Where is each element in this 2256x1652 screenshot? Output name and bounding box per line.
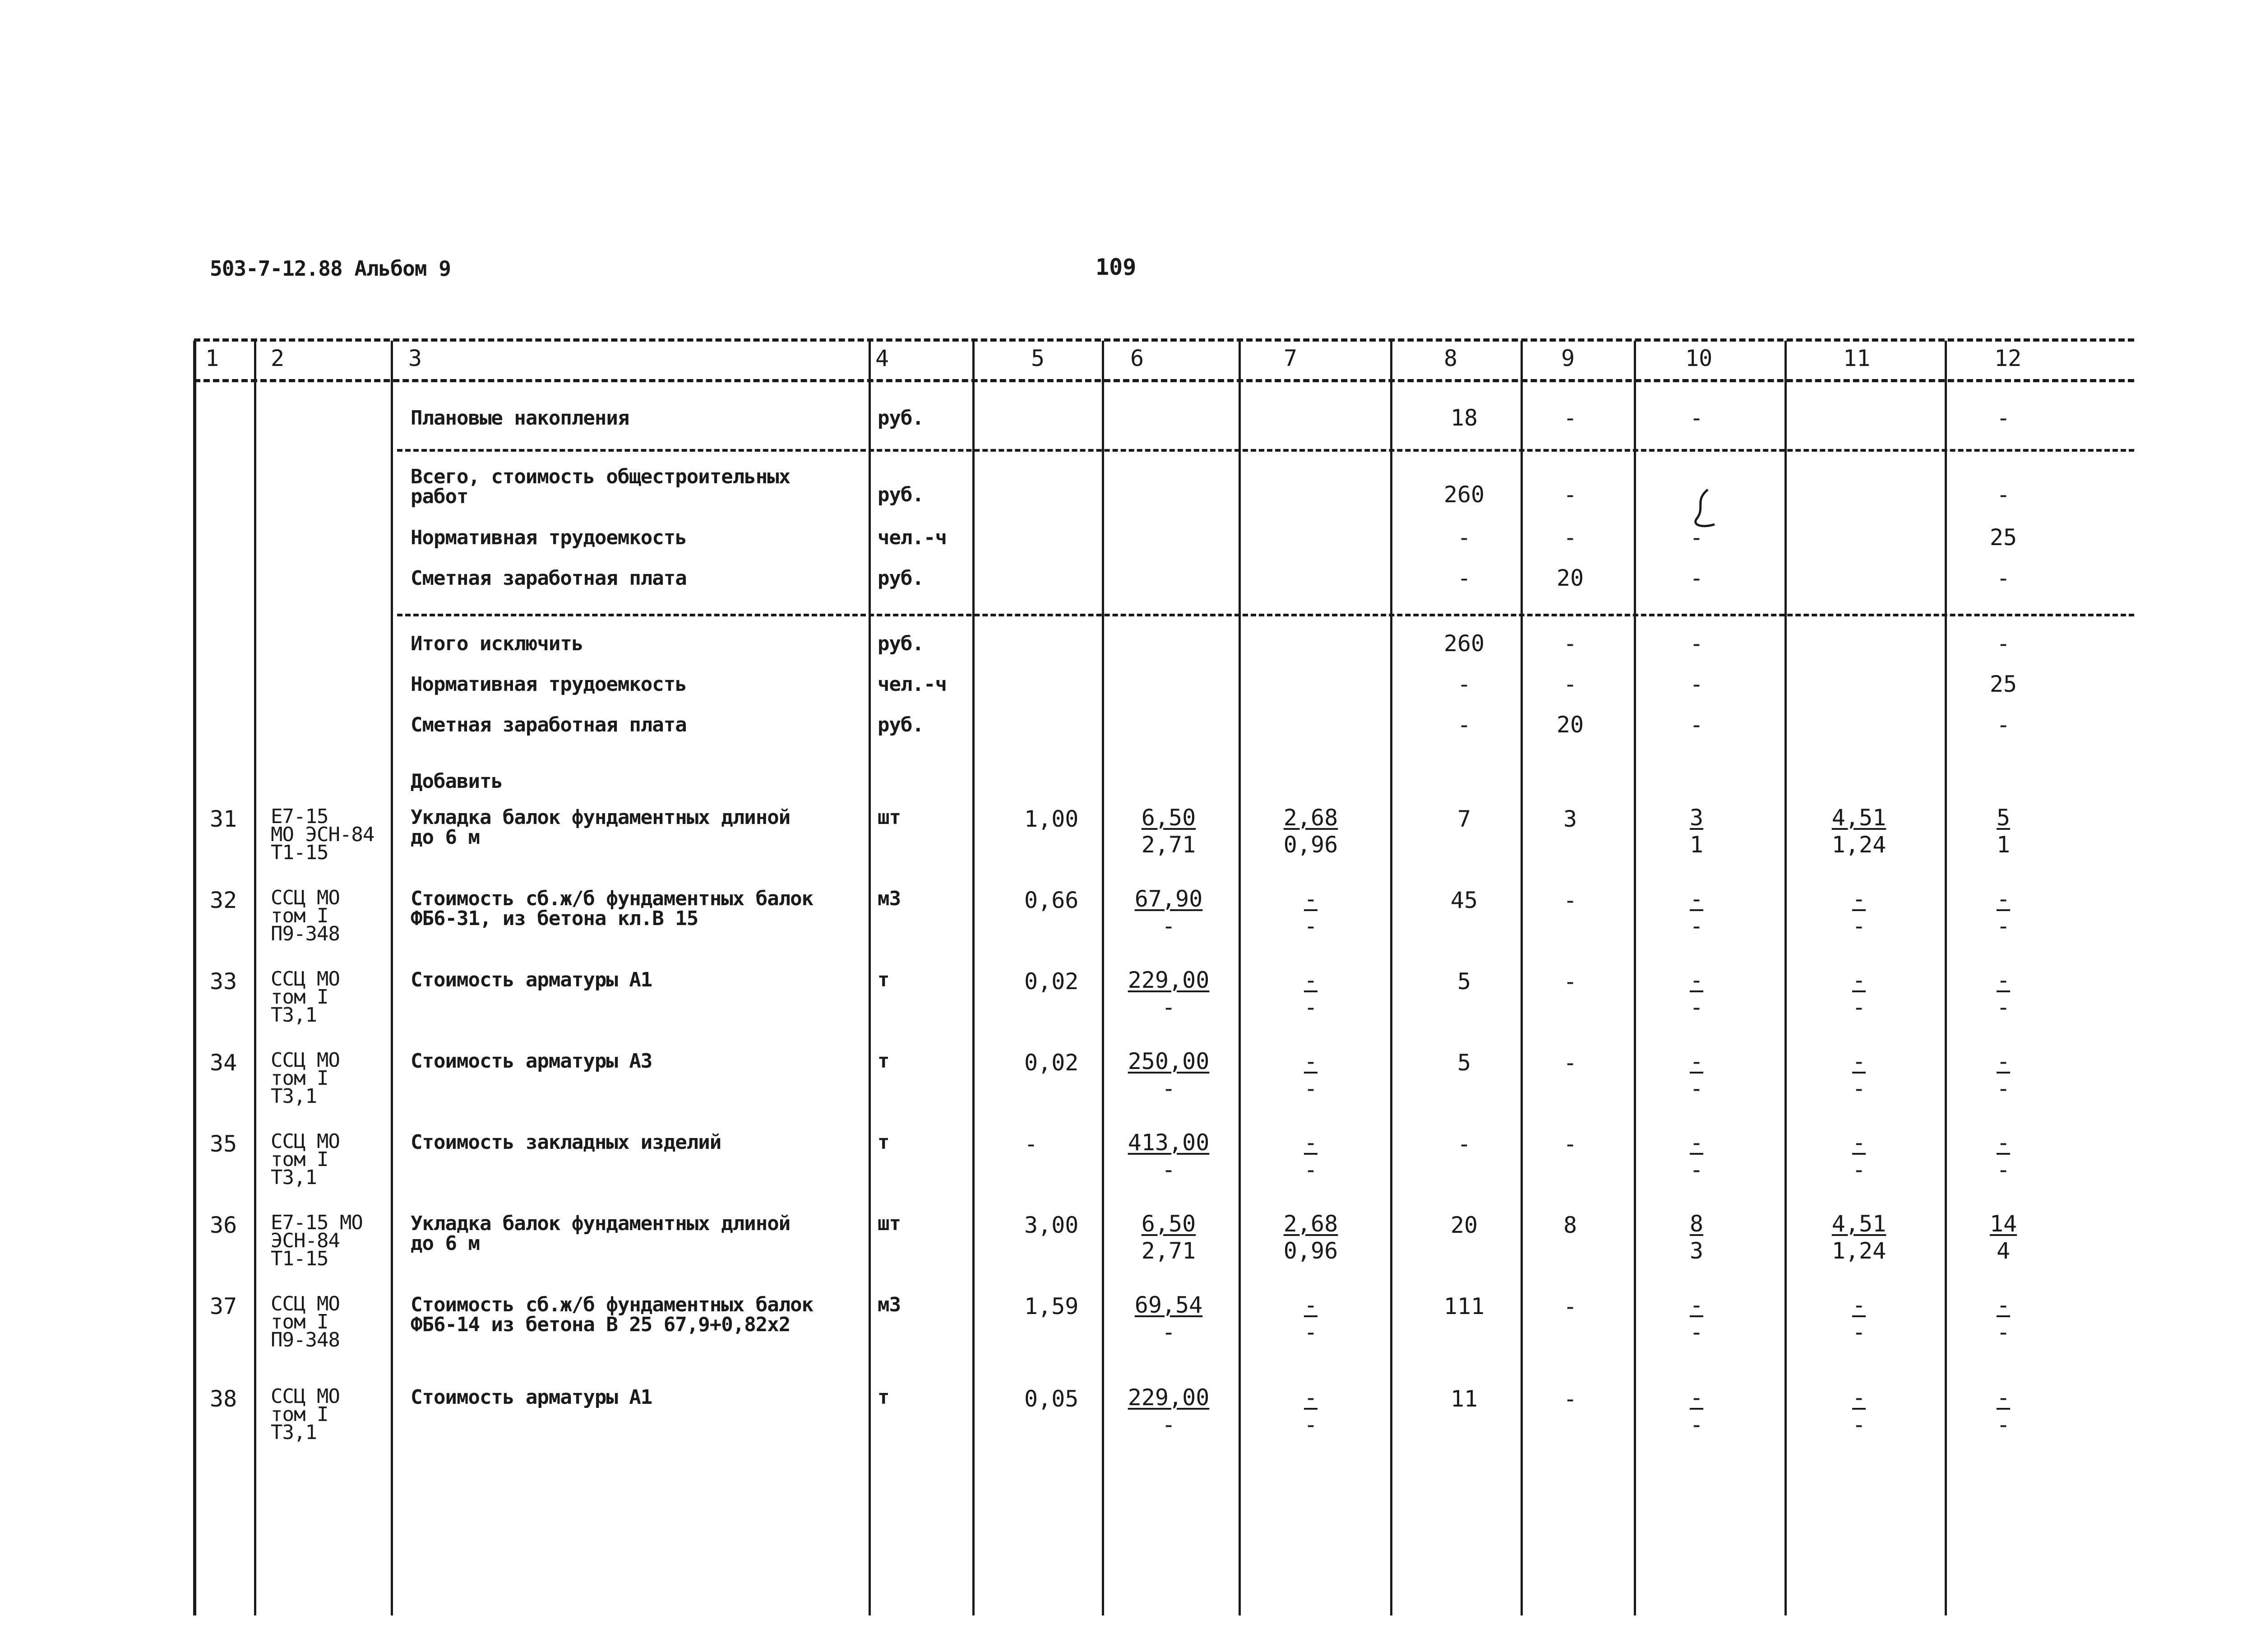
fraction-c10 — [1690, 804, 1703, 858]
fraction-bottom: - — [1161, 1075, 1176, 1101]
column-header: 4 — [875, 345, 889, 371]
fraction-bottom: 0,96 — [1283, 832, 1338, 858]
row-number: 33 — [210, 968, 237, 995]
fraction-top: - — [1304, 1048, 1318, 1074]
norm-code — [271, 1211, 363, 1270]
fraction-top: 229,00 — [1128, 967, 1210, 993]
col9-value: 8 — [1563, 1212, 1577, 1238]
fraction-bottom: - — [1161, 994, 1176, 1020]
norm-code — [271, 805, 374, 864]
summary-row-col12: 25 — [1989, 524, 2017, 551]
col9-value: - — [1563, 1050, 1577, 1076]
fraction-top: 2,68 — [1283, 805, 1338, 831]
fraction-bottom: 1,24 — [1831, 1238, 1886, 1264]
work-description-line: ФБ6-14 из бетона В 25 67,9+0,82х2 — [411, 1313, 791, 1336]
column-header: 3 — [408, 345, 422, 371]
summary-row-name: Всего, стоимость общестроительных работ — [411, 465, 791, 508]
table-border-left — [193, 341, 196, 1615]
unit: шт — [878, 1212, 901, 1235]
quantity: 0,66 — [1024, 887, 1079, 913]
fraction-bottom: 1 — [1689, 832, 1704, 858]
row-number: 36 — [210, 1212, 237, 1238]
col8-value: - — [1457, 1131, 1471, 1157]
fraction-top: - — [1996, 967, 2011, 993]
summary-row-unit: руб. — [878, 713, 924, 736]
summary-row-col9: - — [1563, 630, 1577, 657]
column-divider — [254, 341, 256, 1615]
summary-row-col9: 20 — [1556, 565, 1584, 591]
norm-code-line: том I — [271, 1067, 328, 1090]
fraction-bottom: - — [1852, 1075, 1866, 1101]
unit: т — [878, 1131, 889, 1154]
fraction-c11 — [1852, 1384, 1866, 1438]
fraction-top: - — [1852, 967, 1866, 993]
quantity: 0,05 — [1024, 1386, 1079, 1412]
column-divider — [972, 341, 975, 1615]
work-description-line: до 6 м — [411, 826, 480, 849]
summary-row-col8: 260 — [1443, 481, 1485, 508]
fraction-top: 413,00 — [1128, 1129, 1210, 1156]
fraction-bottom: - — [1161, 913, 1176, 939]
fraction-bottom: - — [1689, 1411, 1704, 1438]
fraction-bottom: - — [1304, 1411, 1318, 1438]
fraction-top: 2,68 — [1283, 1211, 1338, 1237]
norm-code-line: том I — [271, 1403, 328, 1426]
summary-row-col8: 18 — [1450, 405, 1478, 431]
column-header: 11 — [1843, 345, 1871, 371]
header-top-rule — [194, 338, 2134, 342]
fraction-bottom: - — [1304, 1157, 1318, 1183]
fraction-top: 6,50 — [1141, 1211, 1196, 1237]
column-header: 6 — [1130, 345, 1144, 371]
work-description — [411, 889, 813, 929]
norm-code-line: том I — [271, 1310, 328, 1333]
quantity: 1,00 — [1024, 806, 1079, 832]
summary-row-col10: - — [1689, 630, 1704, 657]
fraction-c11 — [1832, 1210, 1886, 1264]
fraction-c12 — [1997, 1129, 2010, 1183]
summary-row-col9: - — [1563, 405, 1577, 431]
col9-value: - — [1563, 1131, 1577, 1157]
column-header: 1 — [205, 345, 219, 371]
fraction-c7 — [1304, 1291, 1318, 1346]
col8-value: 11 — [1450, 1386, 1478, 1412]
fraction-bottom: - — [1689, 913, 1704, 939]
norm-code — [271, 1051, 340, 1106]
col9-value: - — [1563, 1293, 1577, 1319]
fraction-bottom: - — [1161, 1157, 1176, 1183]
fraction-bottom: - — [1304, 994, 1318, 1020]
summary-row-col10: - — [1689, 524, 1704, 551]
fraction-top: - — [1852, 886, 1866, 912]
unit: м3 — [878, 1293, 901, 1316]
summary-row-name: Итого исключить — [411, 632, 583, 655]
unit: т — [878, 968, 889, 991]
column-divider — [1784, 341, 1787, 1615]
col9-value: 3 — [1563, 806, 1577, 832]
summary-row-col12: - — [1996, 565, 2011, 591]
fraction-c7 — [1284, 1210, 1338, 1264]
fraction-bottom: - — [1689, 994, 1704, 1020]
norm-code-line: ССЦ МО — [271, 1130, 340, 1153]
summary-row-unit: руб. — [878, 632, 924, 655]
row-number: 32 — [210, 887, 237, 913]
work-description — [411, 1388, 652, 1407]
fraction-bottom: - — [1852, 1157, 1866, 1183]
unit: т — [878, 1050, 889, 1073]
fraction-bottom: - — [1304, 913, 1318, 939]
fraction-c10 — [1690, 885, 1703, 939]
quantity: - — [1024, 1131, 1038, 1157]
fraction-bottom: - — [1996, 1411, 2011, 1438]
fraction-bottom: - — [1996, 994, 2011, 1020]
norm-code — [271, 1292, 340, 1351]
col8-value: 5 — [1457, 1050, 1471, 1076]
column-header: 8 — [1444, 345, 1458, 371]
fraction-c10 — [1690, 1384, 1703, 1438]
fraction-c10 — [1690, 1129, 1703, 1183]
fraction-bottom: - — [1689, 1157, 1704, 1183]
row-number: 31 — [210, 806, 237, 832]
summary-row-name: Нормативная трудоемкость — [411, 673, 687, 696]
fraction-c10 — [1690, 967, 1703, 1021]
fraction-c11 — [1832, 804, 1886, 858]
summary-row-col8: - — [1457, 524, 1471, 551]
fraction-top: - — [1689, 1384, 1704, 1411]
fraction-c12 — [1997, 885, 2010, 939]
norm-code-line: Е7-15 — [271, 805, 328, 828]
fraction-top: 4,51 — [1831, 805, 1886, 831]
summary-row-unit: руб. — [878, 483, 924, 506]
work-description-line: Стоимость арматуры А3 — [411, 1050, 652, 1073]
fraction-c6 — [1128, 1384, 1210, 1438]
column-header: 7 — [1284, 345, 1298, 371]
unit: т — [878, 1386, 889, 1409]
summary-row-col10: - — [1689, 565, 1704, 591]
summary-row-col12: - — [1996, 405, 2011, 431]
summary-row-col9: - — [1563, 671, 1577, 697]
norm-code-line: Т3,1 — [271, 1004, 317, 1027]
fraction-bottom: - — [1161, 1411, 1176, 1438]
fraction-c11 — [1852, 885, 1866, 939]
fraction-c6 — [1135, 1291, 1203, 1346]
norm-code-line: МО ЭСН-84 — [271, 823, 374, 846]
summary-row-col8: - — [1457, 671, 1471, 697]
summary-row-col9: - — [1563, 481, 1577, 508]
work-description — [411, 1133, 721, 1152]
work-description-line: Стоимость закладных изделий — [411, 1131, 721, 1154]
col8-value: 7 — [1457, 806, 1471, 832]
work-description-line: Стоимость сб.ж/б фундаментных балок — [411, 887, 814, 910]
column-header: 10 — [1685, 345, 1713, 371]
fraction-bottom: - — [1304, 1319, 1318, 1345]
column-divider — [1521, 341, 1523, 1615]
summary-row-col10: - — [1689, 671, 1704, 697]
column-divider — [1239, 341, 1241, 1615]
fraction-c12 — [1997, 1291, 2010, 1346]
norm-code-line: ССЦ МО — [271, 1292, 340, 1315]
fraction-c7 — [1304, 967, 1318, 1021]
norm-code-line: П9-348 — [271, 1328, 340, 1351]
fraction-c12 — [1997, 1048, 2010, 1102]
fraction-top: - — [1996, 1048, 2011, 1074]
fraction-bottom: 3 — [1689, 1238, 1704, 1264]
fraction-top: - — [1996, 886, 2011, 912]
fraction-c6 — [1142, 804, 1196, 858]
col8-value: 111 — [1443, 1293, 1485, 1319]
work-description — [411, 970, 652, 990]
fraction-top: - — [1689, 1129, 1704, 1156]
fraction-top: 5 — [1996, 805, 2011, 831]
summary-row-col8: 260 — [1443, 630, 1485, 657]
fraction-top: 67,90 — [1134, 886, 1203, 912]
column-divider — [1945, 341, 1947, 1615]
column-header: 9 — [1561, 345, 1575, 371]
fraction-bottom: - — [1852, 913, 1866, 939]
fraction-top: 3 — [1689, 805, 1704, 831]
column-divider — [391, 341, 393, 1615]
fraction-bottom: - — [1996, 1157, 2011, 1183]
handwritten-mark — [1690, 487, 1717, 537]
unit: м3 — [878, 887, 901, 910]
column-divider — [1390, 341, 1392, 1615]
summary-row-unit: чел.-ч — [878, 673, 947, 696]
summary-row-name: Плановые накопления — [411, 407, 629, 430]
page-number: 109 — [1096, 254, 1137, 280]
column-header: 2 — [271, 345, 285, 371]
fraction-bottom: - — [1689, 1075, 1704, 1101]
fraction-top: 69,54 — [1134, 1292, 1203, 1318]
norm-code — [271, 1385, 340, 1444]
work-description-line: до 6 м — [411, 1232, 480, 1255]
fraction-bottom: 2,71 — [1141, 832, 1196, 858]
fraction-bottom: 0,96 — [1283, 1238, 1338, 1264]
fraction-top: - — [1304, 967, 1318, 993]
fraction-top: 4,51 — [1831, 1211, 1886, 1237]
norm-code-line: Т3,1 — [271, 1421, 317, 1444]
fraction-top: - — [1996, 1384, 2011, 1411]
fraction-c10 — [1690, 1210, 1703, 1264]
norm-code-line: том I — [271, 986, 328, 1009]
fraction-c12 — [1997, 1384, 2010, 1438]
fraction-top: - — [1689, 1292, 1704, 1318]
summary-row-col12: 25 — [1989, 671, 2017, 697]
fraction-c12 — [1997, 804, 2010, 858]
fraction-top: - — [1852, 1048, 1866, 1074]
fraction-top: 250,00 — [1128, 1048, 1210, 1074]
norm-code-line: ССЦ МО — [271, 967, 340, 990]
work-description — [411, 1051, 652, 1071]
fraction-c11 — [1852, 1048, 1866, 1102]
fraction-c11 — [1852, 1291, 1866, 1346]
summary-row-col10: - — [1689, 405, 1704, 431]
summary-row-col8: - — [1457, 565, 1471, 591]
fraction-bottom: - — [1852, 994, 1866, 1020]
summary-row-unit: руб. — [878, 567, 924, 590]
fraction-bottom: - — [1996, 1319, 2011, 1345]
norm-code-line: П9-348 — [271, 922, 340, 945]
norm-code — [271, 886, 340, 945]
norm-code-line: Т1-15 — [271, 1247, 328, 1270]
fraction-bottom: - — [1304, 1075, 1318, 1101]
norm-code-line: Т1-15 — [271, 841, 328, 864]
fraction-c7 — [1304, 1129, 1318, 1183]
work-description-line: Стоимость сб.ж/б фундаментных балок — [411, 1293, 814, 1316]
fraction-bottom: - — [1852, 1411, 1866, 1438]
column-header: 12 — [1994, 345, 2022, 371]
work-description-line: Стоимость арматуры А1 — [411, 1386, 652, 1409]
row-number: 35 — [210, 1131, 237, 1157]
fraction-c10 — [1690, 1048, 1703, 1102]
fraction-top: - — [1304, 1292, 1318, 1318]
fraction-top: 6,50 — [1141, 805, 1196, 831]
fraction-bottom: - — [1852, 1319, 1866, 1345]
fraction-bottom: - — [1689, 1319, 1704, 1345]
norm-code-line: том I — [271, 1148, 328, 1171]
work-description-line: Стоимость арматуры А1 — [411, 968, 652, 991]
col9-value: - — [1563, 1386, 1577, 1412]
summary-row-col9: - — [1563, 524, 1577, 551]
norm-code — [271, 967, 340, 1027]
work-description — [411, 808, 790, 847]
quantity: 1,59 — [1024, 1293, 1079, 1319]
summary-row-unit: руб. — [878, 407, 924, 430]
document-code: 503-7-12.88 Альбом 9 — [210, 256, 451, 281]
fraction-top: - — [1689, 967, 1704, 993]
norm-code-line: Т3,1 — [271, 1085, 317, 1108]
fraction-top: - — [1996, 1292, 2011, 1318]
fraction-c12 — [1990, 1210, 2017, 1264]
fraction-top: - — [1689, 1048, 1704, 1074]
fraction-bottom: - — [1996, 1075, 2011, 1101]
fraction-top: 8 — [1689, 1211, 1704, 1237]
row-number: 38 — [210, 1386, 237, 1412]
work-description-line: ФБ6-31, из бетона кл.В 15 — [411, 907, 698, 930]
fraction-c7 — [1304, 885, 1318, 939]
row-number: 37 — [210, 1293, 237, 1319]
row-number: 34 — [210, 1050, 237, 1076]
col8-value: 45 — [1450, 887, 1478, 913]
col9-value: - — [1563, 968, 1577, 995]
fraction-top: - — [1304, 1384, 1318, 1411]
column-divider — [869, 341, 871, 1615]
norm-code-line: том I — [271, 904, 328, 927]
norm-code-line: ССЦ МО — [271, 1049, 340, 1072]
col8-value: 5 — [1457, 968, 1471, 995]
quantity: 3,00 — [1024, 1212, 1079, 1238]
fraction-c6 — [1135, 885, 1203, 939]
quantity: 0,02 — [1024, 968, 1079, 995]
fraction-c6 — [1128, 1129, 1210, 1183]
column-header: 5 — [1031, 345, 1045, 371]
summary-row-name: Сметная заработная плата — [411, 567, 687, 590]
work-description — [411, 1295, 813, 1335]
summary-row-col12: - — [1996, 712, 2011, 738]
summary-row-col9: 20 — [1556, 712, 1584, 738]
col8-value: 20 — [1450, 1212, 1478, 1238]
work-description-line: Укладка балок фундаментных длиной — [411, 806, 791, 829]
summary-row-col10: - — [1689, 712, 1704, 738]
norm-code-line: ЭСН-84 — [271, 1229, 340, 1252]
fraction-bottom: 1 — [1996, 832, 2011, 858]
fraction-bottom: 1,24 — [1831, 832, 1886, 858]
fraction-top: - — [1852, 1129, 1866, 1156]
col9-value: - — [1563, 887, 1577, 913]
section-rule — [397, 614, 2134, 616]
summary-row-unit: чел.-ч — [878, 526, 947, 549]
unit: шт — [878, 806, 901, 829]
fraction-bottom: 2,71 — [1141, 1238, 1196, 1264]
fraction-c6 — [1128, 1048, 1210, 1102]
fraction-c7 — [1304, 1384, 1318, 1438]
add-label: Добавить — [411, 770, 503, 793]
quantity: 0,02 — [1024, 1050, 1079, 1076]
fraction-c11 — [1852, 967, 1866, 1021]
fraction-top: 14 — [1989, 1211, 2017, 1237]
fraction-top: 229,00 — [1128, 1384, 1210, 1411]
fraction-bottom: - — [1161, 1319, 1176, 1345]
norm-code-line: Е7-15 МО — [271, 1211, 363, 1234]
fraction-c7 — [1284, 804, 1338, 858]
fraction-top: - — [1689, 886, 1704, 912]
fraction-bottom: 4 — [1996, 1238, 2011, 1264]
column-divider — [1102, 341, 1104, 1615]
norm-code-line: ССЦ МО — [271, 1385, 340, 1408]
section-rule — [397, 449, 2134, 452]
work-description — [411, 1214, 790, 1254]
fraction-top: - — [1304, 1129, 1318, 1156]
summary-row-col8: - — [1457, 712, 1471, 738]
fraction-bottom: - — [1996, 913, 2011, 939]
work-description-line: Укладка балок фундаментных длиной — [411, 1212, 791, 1235]
column-divider — [1634, 341, 1636, 1615]
fraction-top: - — [1852, 1292, 1866, 1318]
summary-row-name: Сметная заработная плата — [411, 713, 687, 736]
fraction-top: - — [1304, 886, 1318, 912]
fraction-c10 — [1690, 1291, 1703, 1346]
summary-row-col12: - — [1996, 481, 2011, 508]
fraction-c6 — [1128, 967, 1210, 1021]
norm-code-line: ССЦ МО — [271, 886, 340, 909]
fraction-c11 — [1852, 1129, 1866, 1183]
summary-row-name: Нормативная трудоемкость — [411, 526, 687, 549]
header-bottom-rule — [194, 379, 2134, 382]
summary-row-col12: - — [1996, 630, 2011, 657]
fraction-c12 — [1997, 967, 2010, 1021]
fraction-c6 — [1142, 1210, 1196, 1264]
norm-code-line: Т3,1 — [271, 1166, 317, 1189]
norm-code — [271, 1130, 340, 1189]
fraction-top: - — [1852, 1384, 1866, 1411]
fraction-c7 — [1304, 1048, 1318, 1102]
fraction-top: - — [1996, 1129, 2011, 1156]
